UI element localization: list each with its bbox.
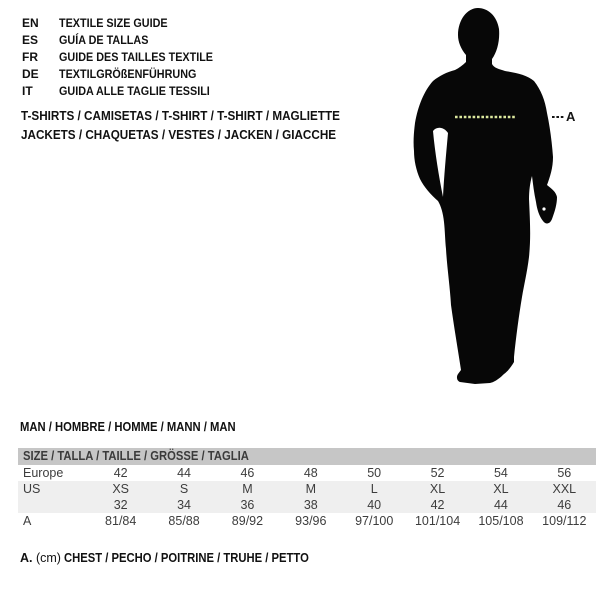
- size-cell: 105/108: [478, 514, 524, 528]
- size-cell: 44: [177, 466, 192, 480]
- size-cell: S: [179, 482, 189, 496]
- row-label-us: US: [23, 482, 41, 496]
- footnote-prefix: A.: [20, 551, 36, 565]
- row-label-empty: [18, 497, 89, 513]
- measure-label-a: A: [566, 109, 576, 124]
- size-cell: 89/92: [231, 514, 264, 528]
- language-label: TEXTILE SIZE GUIDE: [59, 16, 168, 30]
- language-row-de: [22, 66, 230, 83]
- man-silhouette-svg: [395, 5, 595, 395]
- size-table-header-bar: [18, 448, 596, 465]
- size-cell: 40: [367, 498, 382, 512]
- size-cell: 52: [430, 466, 445, 480]
- category-tshirts: T-SHIRTS / CAMISETAS / T-SHIRT / T-SHIRT / MAGLIETTE: [21, 108, 340, 123]
- language-label: GUÍA DE TALLAS: [59, 33, 149, 47]
- language-row-en: [22, 15, 230, 32]
- language-label: GUIDA ALLE TAGLIE TESSILI: [59, 84, 210, 98]
- size-cell: 46: [240, 466, 255, 480]
- size-cell: 42: [113, 466, 128, 480]
- size-cell: 56: [557, 466, 572, 480]
- language-label: GUIDE DES TAILLES TEXTILE: [59, 50, 214, 64]
- size-cell: M: [305, 482, 317, 496]
- man-silhouette-figure: [395, 5, 595, 395]
- size-cell: 44: [493, 498, 508, 512]
- hand-gap-dot: [542, 207, 545, 210]
- size-cell: 54: [493, 466, 508, 480]
- size-cell: 81/84: [105, 514, 137, 528]
- size-table: [18, 465, 596, 529]
- language-code: ES: [22, 33, 39, 47]
- size-cell: 46: [557, 498, 572, 512]
- language-row-it: [22, 83, 230, 100]
- size-cell: 34: [177, 498, 192, 512]
- size-cell: 97/100: [355, 514, 394, 528]
- language-code: DE: [22, 67, 39, 81]
- row-label-a: A: [23, 514, 32, 528]
- size-cell: 42: [430, 498, 445, 512]
- language-row-fr: [22, 49, 230, 66]
- measurement-footnote: [20, 551, 336, 565]
- size-cell: 36: [240, 498, 255, 512]
- size-cell: 38: [303, 498, 318, 512]
- language-row-es: [22, 32, 230, 49]
- category-jackets: JACKETS / CHAQUETAS / VESTES / JACKEN / GIACCHE: [21, 126, 337, 142]
- row-label-europe: Europe: [23, 466, 64, 480]
- garment-categories: [21, 107, 375, 144]
- language-code: FR: [22, 50, 38, 64]
- size-cell: XS: [112, 482, 130, 496]
- size-cell: 48: [303, 466, 318, 480]
- size-cell: 32: [113, 498, 128, 512]
- section-heading-man: [20, 420, 260, 434]
- size-cell: 85/88: [168, 514, 200, 528]
- size-cell: 109/112: [542, 514, 587, 528]
- footnote-unit: (cm): [35, 551, 65, 565]
- language-label: TEXTILGRÖßENFÜHRUNG: [59, 67, 197, 81]
- table-row-chest-a: [18, 513, 596, 529]
- size-cell: XL: [429, 482, 446, 496]
- man-silhouette-path: [414, 8, 557, 384]
- table-row-europe: [18, 465, 596, 481]
- language-code: EN: [22, 16, 39, 30]
- size-cell: XXL: [552, 482, 577, 496]
- size-cell: 101/104: [414, 514, 461, 528]
- language-guide-list: [22, 15, 230, 100]
- section-heading-text: MAN / HOMBRE / HOMME / MANN / MAN: [20, 420, 236, 434]
- size-table-header-text: SIZE / TALLA / TAILLE / GRÖSSE / TAGLIA: [23, 449, 249, 463]
- footnote-text: CHEST / PECHO / POITRINE / TRUHE / PETTO: [64, 551, 310, 565]
- table-row-us-numeric: [18, 497, 596, 513]
- table-row-us: [18, 481, 596, 497]
- size-cell: XL: [493, 482, 509, 496]
- size-cell: L: [370, 482, 378, 496]
- language-code: IT: [22, 84, 33, 98]
- size-cell: 50: [367, 466, 382, 480]
- size-cell: M: [242, 482, 253, 496]
- size-cell: 93/96: [295, 514, 327, 528]
